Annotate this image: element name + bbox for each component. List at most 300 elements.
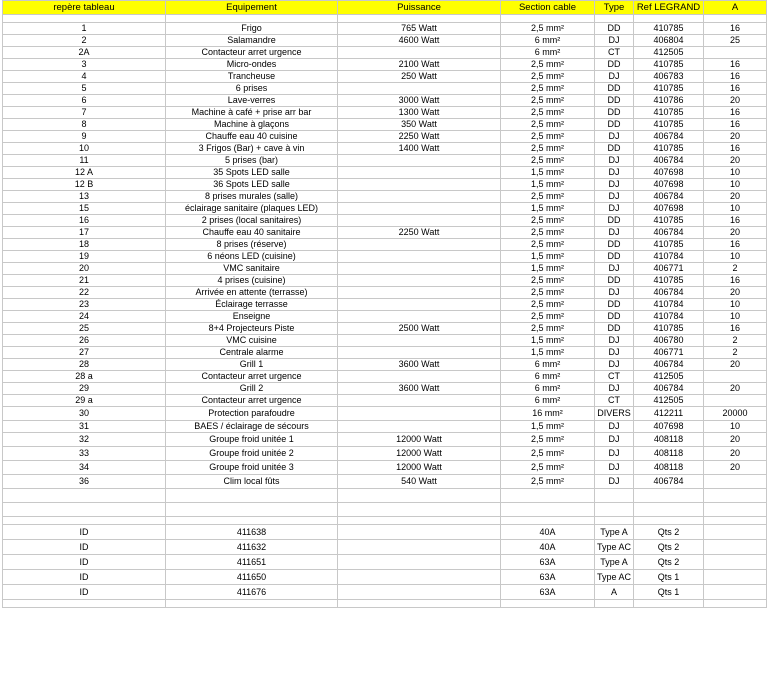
cell-amperage: 2 xyxy=(704,347,767,359)
cell-ref-legrand: Qts 2 xyxy=(634,540,704,555)
cell-repere: 16 xyxy=(3,215,166,227)
cell-repere: 17 xyxy=(3,227,166,239)
cell-equipement: Grill 1 xyxy=(166,359,338,371)
cell-ref-legrand: 406784 xyxy=(634,475,704,489)
cell-equipement xyxy=(166,489,338,503)
cell-puissance xyxy=(338,155,501,167)
cell-equipement: 3 Frigos (Bar) + cave à vin xyxy=(166,143,338,155)
table-row xyxy=(3,275,767,287)
cell-equipement xyxy=(166,503,338,517)
table-row xyxy=(3,227,767,239)
id-row xyxy=(3,525,767,540)
table-row xyxy=(3,143,767,155)
cell-puissance xyxy=(338,299,501,311)
cell-amperage: 20 xyxy=(704,287,767,299)
cell-repere: 13 xyxy=(3,191,166,203)
cell-amperage xyxy=(704,600,767,608)
cell-puissance xyxy=(338,203,501,215)
cell-section-cable: 2,5 mm² xyxy=(501,447,595,461)
cell-puissance xyxy=(338,215,501,227)
cell-ref-legrand xyxy=(634,600,704,608)
cell-amperage xyxy=(704,540,767,555)
cell-repere: 2A xyxy=(3,47,166,59)
table-row xyxy=(3,421,767,433)
cell-puissance xyxy=(338,335,501,347)
cell-section-cable: 6 mm² xyxy=(501,383,595,395)
cell-section-cable: 40A xyxy=(501,540,595,555)
cell-type: DD xyxy=(595,119,634,131)
cell-section-cable: 2,5 mm² xyxy=(501,323,595,335)
cell-equipement: Groupe froid unitée 2 xyxy=(166,447,338,461)
cell-type: DJ xyxy=(595,263,634,275)
cell-puissance: 3600 Watt xyxy=(338,359,501,371)
cell-repere: 10 xyxy=(3,143,166,155)
cell-amperage: 10 xyxy=(704,421,767,433)
cell-section-cable: 1,5 mm² xyxy=(501,179,595,191)
table-row xyxy=(3,475,767,489)
cell-ref-legrand: Qts 2 xyxy=(634,555,704,570)
cell-ref-legrand: 408118 xyxy=(634,447,704,461)
header-ref-legrand: Ref LEGRAND xyxy=(634,1,704,15)
cell-amperage: 20 xyxy=(704,227,767,239)
cell-ref-legrand: 408118 xyxy=(634,433,704,447)
cell-amperage xyxy=(704,503,767,517)
table-row xyxy=(3,71,767,83)
cell-amperage: 16 xyxy=(704,275,767,287)
cell-equipement xyxy=(166,517,338,525)
cell-type: DD xyxy=(595,251,634,263)
cell-ref-legrand: 410785 xyxy=(634,59,704,71)
cell-equipement: 411676 xyxy=(166,585,338,600)
cell-amperage: 16 xyxy=(704,143,767,155)
cell-section-cable: 2,5 mm² xyxy=(501,155,595,167)
cell-amperage: 10 xyxy=(704,251,767,263)
cell-ref-legrand: Qts 2 xyxy=(634,525,704,540)
cell-type: DJ xyxy=(595,475,634,489)
cell-section-cable: 1,5 mm² xyxy=(501,421,595,433)
cell-type: CT xyxy=(595,371,634,383)
table-row xyxy=(3,59,767,71)
cell-repere: 20 xyxy=(3,263,166,275)
cell-equipement: Contacteur arret urgence xyxy=(166,371,338,383)
cell-puissance xyxy=(338,311,501,323)
cell-amperage xyxy=(704,475,767,489)
cell-repere: 15 xyxy=(3,203,166,215)
cell-ref-legrand: 406784 xyxy=(634,191,704,203)
cell-section-cable: 6 mm² xyxy=(501,359,595,371)
cell-amperage: 10 xyxy=(704,167,767,179)
table-row xyxy=(3,263,767,275)
table-row xyxy=(3,35,767,47)
cell-equipement: Machine à glaçons xyxy=(166,119,338,131)
cell-puissance: 250 Watt xyxy=(338,71,501,83)
cell-amperage xyxy=(704,555,767,570)
cell-section-cable: 2,5 mm² xyxy=(501,287,595,299)
cell-puissance: 540 Watt xyxy=(338,475,501,489)
cell-equipement: Centrale alarme xyxy=(166,347,338,359)
cell-amperage: 16 xyxy=(704,215,767,227)
cell-type: DJ xyxy=(595,287,634,299)
cell-amperage: 10 xyxy=(704,203,767,215)
cell-amperage: 20 xyxy=(704,447,767,461)
cell-repere: 25 xyxy=(3,323,166,335)
cell-ref-legrand: 406780 xyxy=(634,335,704,347)
empty-row xyxy=(3,503,767,517)
cell-equipement: 2 prises (local sanitaires) xyxy=(166,215,338,227)
cell-repere: 3 xyxy=(3,59,166,71)
table-row xyxy=(3,251,767,263)
cell-amperage: 16 xyxy=(704,119,767,131)
cell-repere: ID xyxy=(3,555,166,570)
cell-repere: 9 xyxy=(3,131,166,143)
cell-amperage xyxy=(704,517,767,525)
cell-ref-legrand: 410785 xyxy=(634,83,704,95)
table-row xyxy=(3,371,767,383)
table-row xyxy=(3,299,767,311)
cell-repere xyxy=(3,517,166,525)
cell-puissance xyxy=(338,371,501,383)
table-row xyxy=(3,447,767,461)
header-section-cable: Section cable xyxy=(501,1,595,15)
cell-type: A xyxy=(595,585,634,600)
cell-amperage xyxy=(704,585,767,600)
cell-type: DJ xyxy=(595,167,634,179)
cell-puissance xyxy=(338,503,501,517)
cell-repere: 30 xyxy=(3,407,166,421)
cell-amperage: 25 xyxy=(704,35,767,47)
cell-type: Type AC xyxy=(595,570,634,585)
cell-repere: 18 xyxy=(3,239,166,251)
cell-equipement: Groupe froid unitée 1 xyxy=(166,433,338,447)
cell-equipement: Chauffe eau 40 sanitaire xyxy=(166,227,338,239)
cell-puissance xyxy=(338,251,501,263)
cell-type: CT xyxy=(595,47,634,59)
cell-repere xyxy=(3,600,166,608)
cell-repere: 11 xyxy=(3,155,166,167)
cell-amperage: 20000 xyxy=(704,407,767,421)
id-row xyxy=(3,585,767,600)
cell-section-cable: 6 mm² xyxy=(501,395,595,407)
cell-equipement: 36 Spots LED salle xyxy=(166,179,338,191)
cell-puissance xyxy=(338,167,501,179)
cell-equipement: 6 néons LED (cuisine) xyxy=(166,251,338,263)
empty-row xyxy=(3,600,767,608)
cell-repere: 31 xyxy=(3,421,166,433)
cell-puissance xyxy=(338,489,501,503)
cell-ref-legrand: 410784 xyxy=(634,251,704,263)
cell-type: Type AC xyxy=(595,540,634,555)
cell-amperage: 16 xyxy=(704,83,767,95)
cell-repere: ID xyxy=(3,525,166,540)
cell-repere xyxy=(3,503,166,517)
cell-amperage: 16 xyxy=(704,71,767,83)
cell-repere: 4 xyxy=(3,71,166,83)
cell-section-cable: 6 mm² xyxy=(501,47,595,59)
cell-repere: 19 xyxy=(3,251,166,263)
cell-section-cable: 1,5 mm² xyxy=(501,203,595,215)
cell-repere: 22 xyxy=(3,287,166,299)
cell-amperage: 20 xyxy=(704,191,767,203)
cell-ref-legrand: Qts 1 xyxy=(634,570,704,585)
cell-ref-legrand: 406784 xyxy=(634,155,704,167)
cell-puissance xyxy=(338,83,501,95)
cell-type: DD xyxy=(595,107,634,119)
cell-section-cable: 2,5 mm² xyxy=(501,299,595,311)
header-row xyxy=(3,1,767,15)
header-type: Type xyxy=(595,1,634,15)
table-row xyxy=(3,395,767,407)
cell-repere: 23 xyxy=(3,299,166,311)
cell-repere: 34 xyxy=(3,461,166,475)
cell-ref-legrand: 406771 xyxy=(634,347,704,359)
cell-section-cable xyxy=(501,517,595,525)
cell-ref-legrand: 406784 xyxy=(634,383,704,395)
cell-type: DD xyxy=(595,299,634,311)
cell-equipement: 5 prises (bar) xyxy=(166,155,338,167)
cell-ref-legrand: 410785 xyxy=(634,107,704,119)
cell-puissance xyxy=(338,540,501,555)
cell-amperage xyxy=(704,47,767,59)
cell-amperage: 20 xyxy=(704,359,767,371)
cell-equipement: 6 prises xyxy=(166,83,338,95)
cell-repere: 29 a xyxy=(3,395,166,407)
cell-section-cable: 6 mm² xyxy=(501,371,595,383)
cell-type: DJ xyxy=(595,359,634,371)
cell-repere: 28 xyxy=(3,359,166,371)
cell-type: DJ xyxy=(595,131,634,143)
cell-equipement: VMC sanitaire xyxy=(166,263,338,275)
table-row xyxy=(3,359,767,371)
table-row xyxy=(3,323,767,335)
cell-ref-legrand: 406804 xyxy=(634,35,704,47)
cell-type: DJ xyxy=(595,155,634,167)
cell-section-cable: 2,5 mm² xyxy=(501,475,595,489)
cell-equipement: éclairage sanitaire (plaques LED) xyxy=(166,203,338,215)
cell-type: DD xyxy=(595,95,634,107)
blank-row xyxy=(3,15,767,23)
cell-amperage: 16 xyxy=(704,59,767,71)
cell-equipement: 8 prises (réserve) xyxy=(166,239,338,251)
cell-equipement: VMC cuisine xyxy=(166,335,338,347)
cell-amperage: 10 xyxy=(704,311,767,323)
cell-type: DJ xyxy=(595,191,634,203)
cell-section-cable: 2,5 mm² xyxy=(501,239,595,251)
cell-puissance xyxy=(338,600,501,608)
cell-type: Type A xyxy=(595,555,634,570)
cell-section-cable: 2,5 mm² xyxy=(501,311,595,323)
cell-type xyxy=(595,489,634,503)
cell-type xyxy=(595,503,634,517)
header-repere: repère tableau xyxy=(3,1,166,15)
cell-puissance: 4600 Watt xyxy=(338,35,501,47)
cell-puissance xyxy=(338,421,501,433)
cell-puissance: 3000 Watt xyxy=(338,95,501,107)
cell-type: DJ xyxy=(595,335,634,347)
cell-repere: 21 xyxy=(3,275,166,287)
cell-puissance xyxy=(338,191,501,203)
table-row xyxy=(3,119,767,131)
cell-section-cable xyxy=(501,600,595,608)
cell-puissance: 2250 Watt xyxy=(338,227,501,239)
cell-ref-legrand: 412505 xyxy=(634,47,704,59)
cell-ref-legrand: 412505 xyxy=(634,395,704,407)
table-row xyxy=(3,23,767,35)
cell-equipement: 4 prises (cuisine) xyxy=(166,275,338,287)
table-row xyxy=(3,107,767,119)
cell-section-cable: 2,5 mm² xyxy=(501,83,595,95)
cell-type: DD xyxy=(595,23,634,35)
cell-ref-legrand: 410785 xyxy=(634,275,704,287)
cell-type: Type A xyxy=(595,525,634,540)
cell-equipement: Lave-verres xyxy=(166,95,338,107)
cell-ref-legrand: 406784 xyxy=(634,131,704,143)
cell-repere: 36 xyxy=(3,475,166,489)
cell-ref-legrand: 406771 xyxy=(634,263,704,275)
empty-row xyxy=(3,489,767,503)
cell-amperage: 20 xyxy=(704,155,767,167)
cell-repere: 5 xyxy=(3,83,166,95)
cell-ref-legrand: 410784 xyxy=(634,311,704,323)
cell-repere: 28 a xyxy=(3,371,166,383)
table-row xyxy=(3,203,767,215)
cell-equipement: 8 prises murales (salle) xyxy=(166,191,338,203)
cell-type xyxy=(595,600,634,608)
cell-ref-legrand: 410784 xyxy=(634,299,704,311)
cell-equipement xyxy=(166,600,338,608)
cell-ref-legrand: 406784 xyxy=(634,227,704,239)
cell-puissance: 12000 Watt xyxy=(338,433,501,447)
cell-amperage: 2 xyxy=(704,335,767,347)
cell-puissance: 2100 Watt xyxy=(338,59,501,71)
cell-ref-legrand: Qts 1 xyxy=(634,585,704,600)
cell-section-cable: 63A xyxy=(501,555,595,570)
cell-section-cable: 1,5 mm² xyxy=(501,251,595,263)
id-row xyxy=(3,570,767,585)
cell-equipement: Protection parafoudre xyxy=(166,407,338,421)
cell-section-cable: 1,5 mm² xyxy=(501,263,595,275)
cell-section-cable: 2,5 mm² xyxy=(501,23,595,35)
cell-ref-legrand xyxy=(634,503,704,517)
cell-puissance xyxy=(338,263,501,275)
cell-ref-legrand xyxy=(634,517,704,525)
cell-equipement: 8+4 Projecteurs Piste xyxy=(166,323,338,335)
cell-ref-legrand: 410785 xyxy=(634,239,704,251)
cell-type: DJ xyxy=(595,421,634,433)
cell-amperage: 20 xyxy=(704,433,767,447)
cell-section-cable: 2,5 mm² xyxy=(501,95,595,107)
cell-amperage: 10 xyxy=(704,299,767,311)
cell-equipement: 35 Spots LED salle xyxy=(166,167,338,179)
cell-equipement: Enseigne xyxy=(166,311,338,323)
header-equipement: Equipement xyxy=(166,1,338,15)
cell-repere: 29 xyxy=(3,383,166,395)
cell-repere: 24 xyxy=(3,311,166,323)
equipment-table xyxy=(2,0,767,608)
cell-equipement: Éclairage terrasse xyxy=(166,299,338,311)
cell-ref-legrand: 412505 xyxy=(634,371,704,383)
cell-ref-legrand: 410785 xyxy=(634,215,704,227)
cell-equipement: 411651 xyxy=(166,555,338,570)
cell-type: DD xyxy=(595,143,634,155)
cell-equipement: Salamandre xyxy=(166,35,338,47)
cell-ref-legrand: 412211 xyxy=(634,407,704,421)
cell-puissance: 2500 Watt xyxy=(338,323,501,335)
cell-repere: 2 xyxy=(3,35,166,47)
cell-type: DJ xyxy=(595,179,634,191)
table-row xyxy=(3,433,767,447)
cell-section-cable: 2,5 mm² xyxy=(501,71,595,83)
cell-section-cable: 2,5 mm² xyxy=(501,275,595,287)
cell-equipement: Trancheuse xyxy=(166,71,338,83)
cell-type: DD xyxy=(595,311,634,323)
cell-amperage xyxy=(704,525,767,540)
cell-amperage: 16 xyxy=(704,107,767,119)
cell-section-cable: 63A xyxy=(501,585,595,600)
cell-type: DD xyxy=(595,239,634,251)
cell-section-cable: 2,5 mm² xyxy=(501,227,595,239)
table-row xyxy=(3,461,767,475)
cell-amperage: 20 xyxy=(704,95,767,107)
cell-section-cable: 2,5 mm² xyxy=(501,191,595,203)
cell-ref-legrand: 410785 xyxy=(634,143,704,155)
cell-ref-legrand: 407698 xyxy=(634,167,704,179)
cell-amperage xyxy=(704,489,767,503)
cell-type xyxy=(595,517,634,525)
cell-puissance xyxy=(338,517,501,525)
cell-amperage xyxy=(704,371,767,383)
cell-type: DJ xyxy=(595,383,634,395)
cell-amperage: 10 xyxy=(704,179,767,191)
cell-puissance xyxy=(338,239,501,251)
cell-section-cable: 6 mm² xyxy=(501,35,595,47)
cell-amperage xyxy=(704,570,767,585)
cell-repere: 1 xyxy=(3,23,166,35)
cell-equipement: Machine à café + prise arr bar xyxy=(166,107,338,119)
cell-section-cable: 16 mm² xyxy=(501,407,595,421)
cell-equipement: Grill 2 xyxy=(166,383,338,395)
cell-section-cable: 2,5 mm² xyxy=(501,59,595,71)
cell-section-cable xyxy=(501,503,595,517)
cell-repere: 7 xyxy=(3,107,166,119)
cell-puissance: 765 Watt xyxy=(338,23,501,35)
cell-amperage: 20 xyxy=(704,131,767,143)
cell-type: DJ xyxy=(595,347,634,359)
cell-puissance: 350 Watt xyxy=(338,119,501,131)
cell-amperage: 16 xyxy=(704,239,767,251)
cell-repere: 33 xyxy=(3,447,166,461)
cell-equipement: BAES / éclairage de sécours xyxy=(166,421,338,433)
table-row xyxy=(3,179,767,191)
cell-equipement: Micro-ondes xyxy=(166,59,338,71)
cell-type: DJ xyxy=(595,447,634,461)
cell-ref-legrand: 407698 xyxy=(634,203,704,215)
cell-type: DD xyxy=(595,59,634,71)
cell-type: DD xyxy=(595,83,634,95)
cell-section-cable: 1,5 mm² xyxy=(501,335,595,347)
cell-repere: ID xyxy=(3,585,166,600)
cell-puissance: 12000 Watt xyxy=(338,447,501,461)
cell-puissance: 1300 Watt xyxy=(338,107,501,119)
cell-section-cable: 40A xyxy=(501,525,595,540)
cell-equipement: 411638 xyxy=(166,525,338,540)
table-row xyxy=(3,167,767,179)
cell-puissance: 12000 Watt xyxy=(338,461,501,475)
cell-type: CT xyxy=(595,395,634,407)
cell-repere: 12 A xyxy=(3,167,166,179)
cell-type: DD xyxy=(595,323,634,335)
cell-puissance xyxy=(338,347,501,359)
cell-puissance xyxy=(338,179,501,191)
